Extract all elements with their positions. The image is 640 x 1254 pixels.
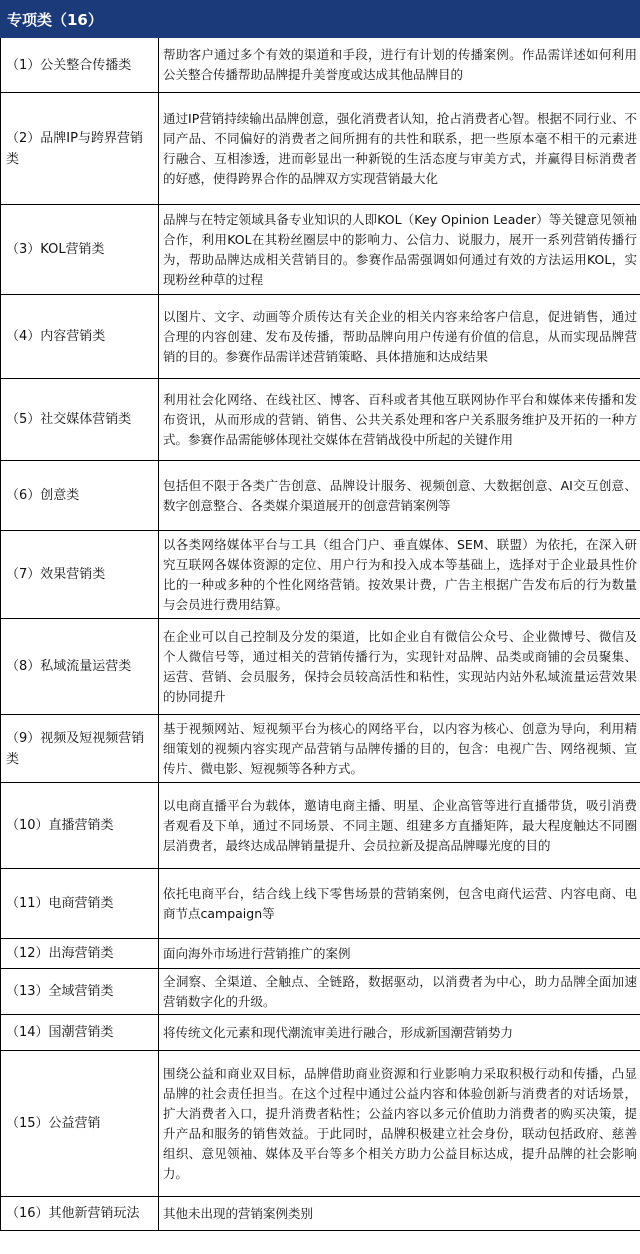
- table-row: [1, 619, 640, 715]
- category-description: 帮助客户通过多个有效的渠道和手段，进行有计划的传播案例。作品需详述如何利用公关整合传播帮助品牌提升美誉度或达成其他品牌目的: [159, 38, 640, 93]
- table-row: [1, 461, 640, 531]
- table-title: 专项类（16）: [1, 1, 640, 38]
- category-name: （5）社交媒体营销类: [1, 379, 159, 461]
- table-row: [1, 969, 640, 1015]
- category-name: （4）内容营销类: [1, 295, 159, 379]
- table-row: [1, 1015, 640, 1051]
- category-description: 在企业可以自己控制及分发的渠道，比如企业自有微信公众号、企业微博号、微信及个人微信号等，通过相关的营销传播行为，实现针对品牌、品类或商铺的会员聚集、运营、营销、会员服务，保持会员较高活性和粘性，实现站内站外私域流量运营效果的协同提升: [159, 619, 640, 715]
- category-description: 通过IP营销持续输出品牌创意，强化消费者认知，抢占消费者心智。根据不同行业、不同产品、不同偏好的消费者之间所拥有的共性和联系，把一些原本毫不相干的元素进行融合、互相渗透，进而彰显出一种新锐的生活态度与审美方式，并赢得目标消费者的好感，使得跨界合作的品牌双方实现营销最大化: [159, 93, 640, 205]
- category-description: 围绕公益和商业双目标，品牌借助商业资源和行业影响力采取积极行动和传播，凸显品牌的社会责任担当。在这个过程中通过公益内容和体验创新与消费者的对话场景，扩大消费者入口，提升消费者粘性；公益内容以多元价值助力消费者的购买决策，提升产品和服务的销售效益。于此同时，品牌积极建立社会身份，联动包括政府、慈善组织、意见领袖、媒体及平台等多个相关方助力公益目标达成，提升品牌的社会影响力。: [159, 1051, 640, 1197]
- category-description: 以电商直播平台为载体，邀请电商主播、明星、企业高管等进行直播带货，吸引消费者观看及下单，通过不同场景、不同主题、组建多方直播矩阵，最大程度触达不同圈层消费者，最终达成品牌销量提升、会员拉新及提高品牌曝光度的目的: [159, 783, 640, 869]
- category-name: （3）KOL营销类: [1, 205, 159, 295]
- table-row: [1, 295, 640, 379]
- category-name: （13）全域营销类: [1, 969, 159, 1015]
- category-name: （9）视频及短视频营销类: [1, 715, 159, 783]
- category-name: （1）公关整合传播类: [1, 38, 159, 93]
- table-row: [1, 783, 640, 869]
- table-row: [1, 531, 640, 619]
- category-name: （8）私域流量运营类: [1, 619, 159, 715]
- table-row: [1, 939, 640, 969]
- table-row: [1, 205, 640, 295]
- category-description: 利用社会化网络、在线社区、博客、百科或者其他互联网协作平台和媒体来传播和发布资讯，从而形成的营销、销售、公共关系处理和客户关系服务维护及开拓的一种方式。参赛作品需能够体现社交媒体在营销战役中所起的关键作用: [159, 379, 640, 461]
- category-description: 依托电商平台，结合线上线下零售场景的营销案例，包含电商代运营、内容电商、电商节点campaign等: [159, 869, 640, 939]
- table-header-row: [1, 1, 640, 38]
- table-row: [1, 379, 640, 461]
- category-description: 将传统文化元素和现代潮流审美进行融合，形成新国潮营销势力: [159, 1015, 640, 1051]
- category-description: 其他未出现的营销案例类别: [159, 1197, 640, 1231]
- category-name: （16）其他新营销玩法: [1, 1197, 159, 1231]
- category-description: 包括但不限于各类广告创意、品牌设计服务、视频创意、大数据创意、AI交互创意、数字创意整合、各类媒介渠道展开的创意营销案例等: [159, 461, 640, 531]
- category-description: 全洞察、全渠道、全触点、全链路，数据驱动，以消费者为中心，助力品牌全面加速营销数字化的升级。: [159, 969, 640, 1015]
- table-row: [1, 38, 640, 93]
- category-description: 面向海外市场进行营销推广的案例: [159, 939, 640, 969]
- category-description: 以各类网络媒体平台与工具（组合门户、垂直媒体、SEM、联盟）为依托，在深入研究互联网各媒体资源的定位、用户行为和投入成本等基础上，选择对于企业最具性价比的一种或多种的个性化网络营销。按效果计费，广告主根据广告发布后的行为数量与会员进行费用结算。: [159, 531, 640, 619]
- category-description: 基于视频网站、短视频平台为核心的网络平台，以内容为核心、创意为导向，利用精细策划的视频内容实现产品营销与品牌传播的目的，包含：电视广告、网络视频、宣传片、微电影、短视频等各种方式。: [159, 715, 640, 783]
- table-row: [1, 1197, 640, 1231]
- category-name: （10）直播营销类: [1, 783, 159, 869]
- table-row: [1, 1051, 640, 1197]
- category-name: （12）出海营销类: [1, 939, 159, 969]
- category-name: （2）品牌IP与跨界营销类: [1, 93, 159, 205]
- table-row: [1, 93, 640, 205]
- category-name: （6）创意类: [1, 461, 159, 531]
- category-name: （7）效果营销类: [1, 531, 159, 619]
- category-description: 品牌与在特定领域具备专业知识的人即KOL（Key Opinion Leader）等关键意见领袖合作，利用KOL在其粉丝圈层中的影响力、公信力、说服力，展开一系列营销传播行为，帮助品牌达成相关营销目的。参赛作品需强调如何通过有效的方法运用KOL，实现粉丝种草的过程: [159, 205, 640, 295]
- table-row: [1, 715, 640, 783]
- table-row: [1, 869, 640, 939]
- category-name: （14）国潮营销类: [1, 1015, 159, 1051]
- category-name: （11）电商营销类: [1, 869, 159, 939]
- category-description: 以图片、文字、动画等介质传达有关企业的相关内容来给客户信息，促进销售，通过合理的内容创建、发布及传播，帮助品牌向用户传递有价值的信息，从而实现品牌营销的目的。参赛作品需详述营销策略、具体措施和达成结果: [159, 295, 640, 379]
- category-name: （15）公益营销: [1, 1051, 159, 1197]
